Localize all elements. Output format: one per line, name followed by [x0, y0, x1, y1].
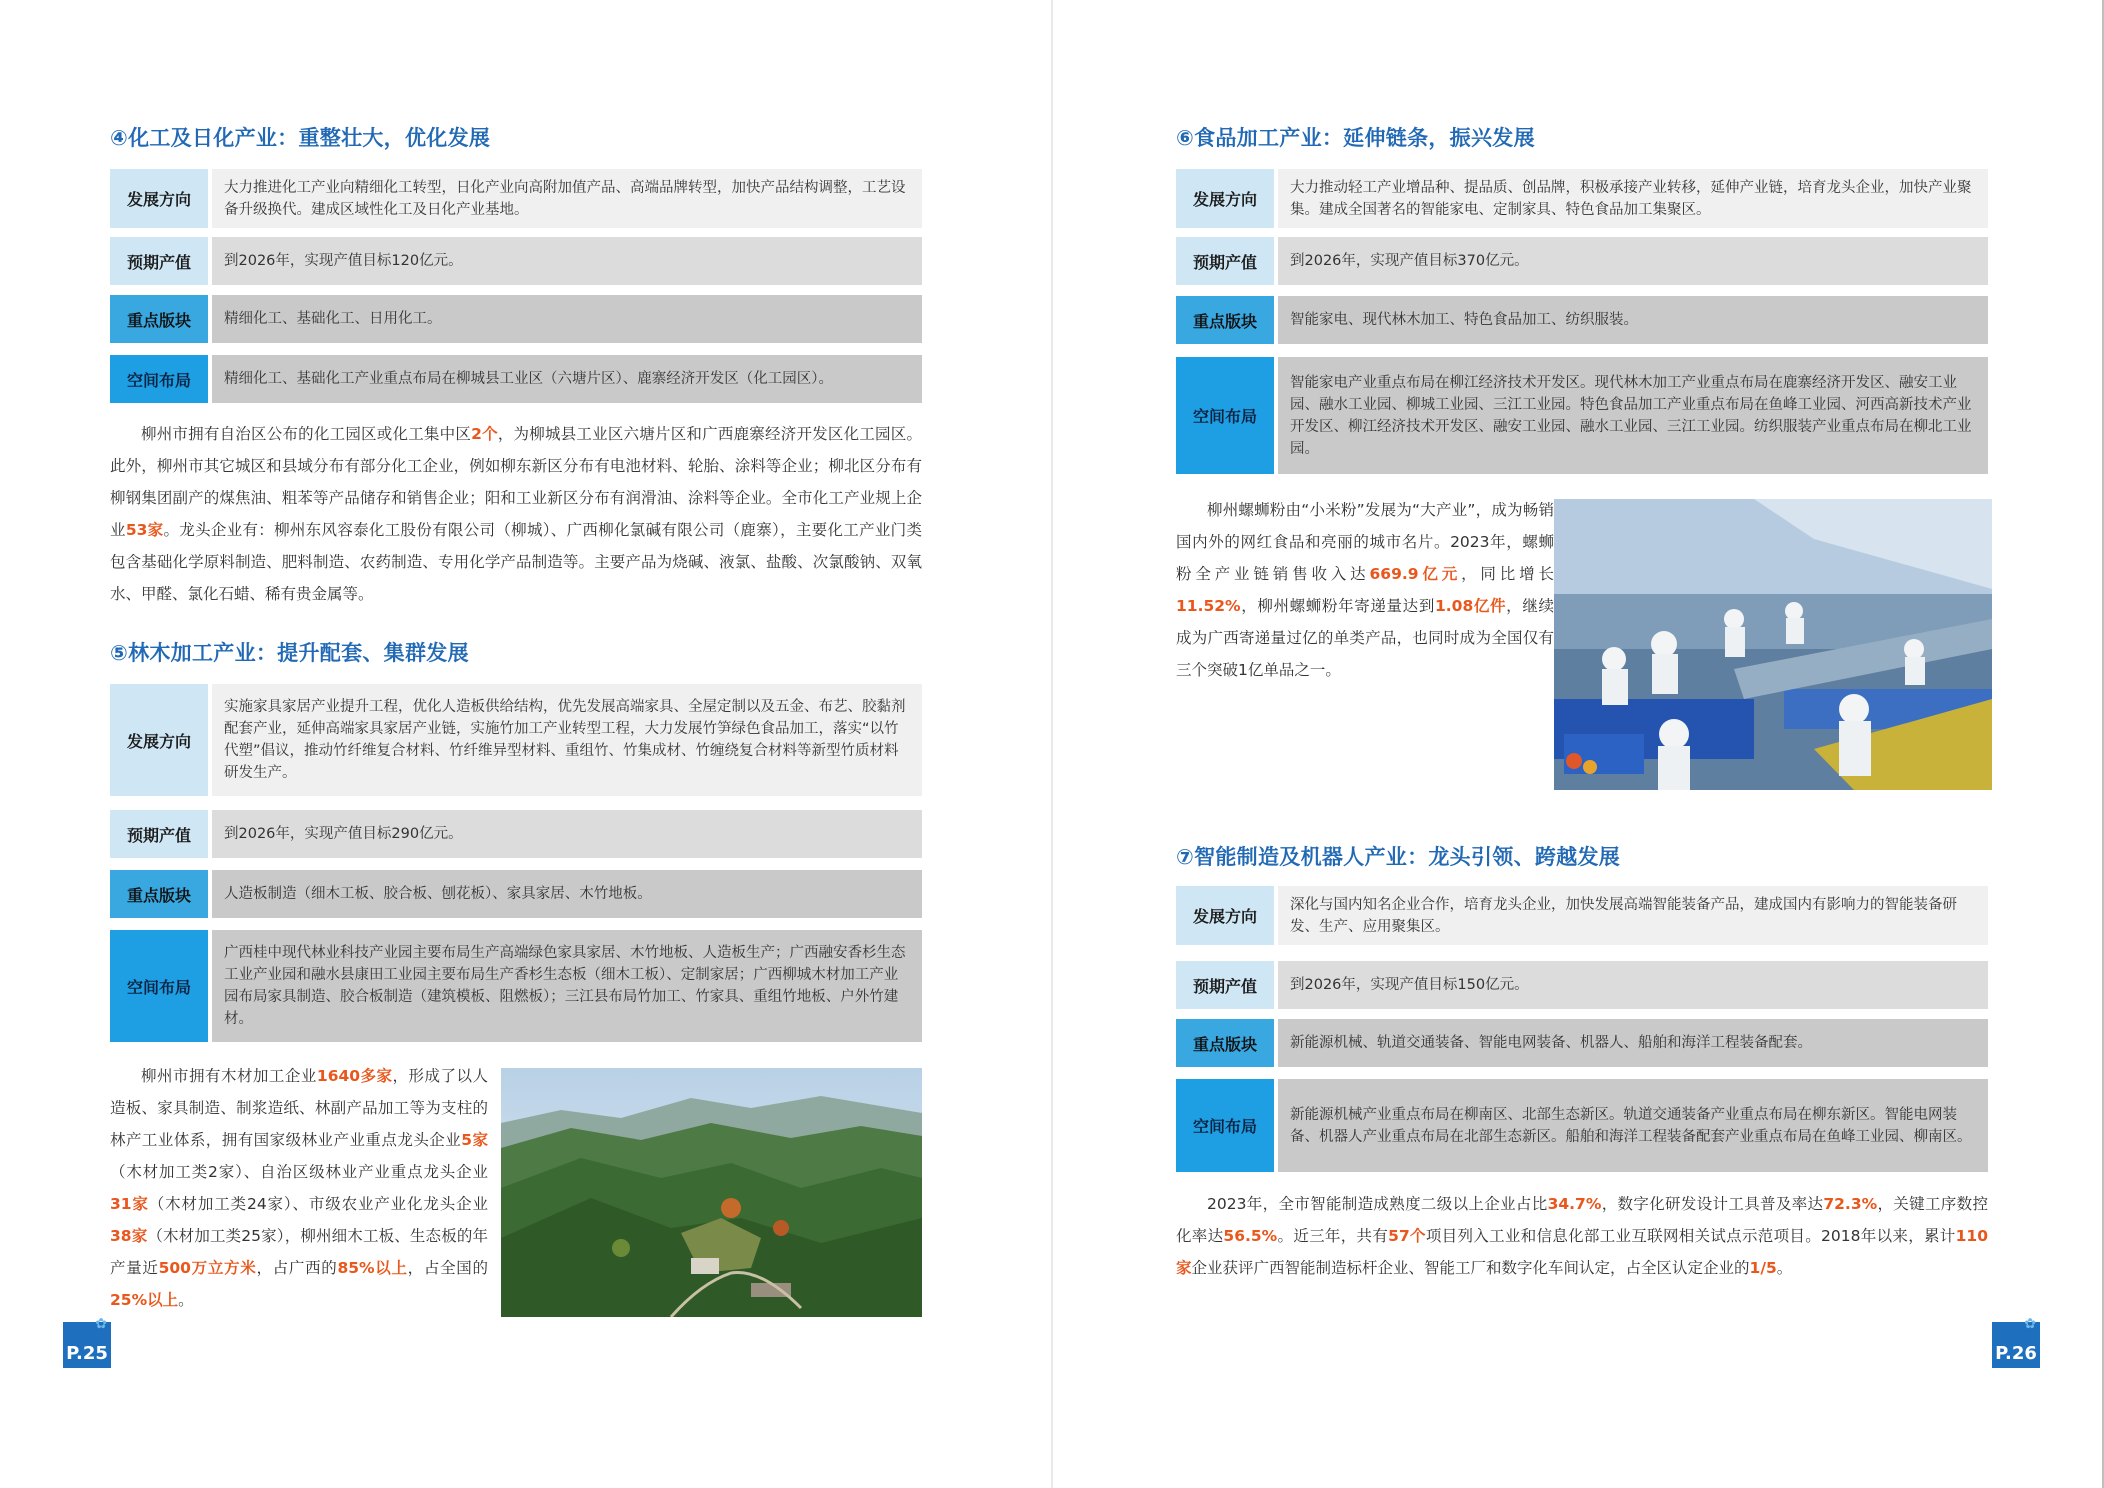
forest-photo — [501, 1068, 922, 1317]
right-page — [1052, 0, 2104, 1488]
section-6-title: ⑥食品加工产业：延伸链条，振兴发展 — [1176, 126, 1535, 150]
row-content: 到2026年，实现产值目标150亿元。 — [1278, 961, 1988, 1009]
flower-icon: ✿ — [2024, 1316, 2036, 1332]
s4-row-output — [110, 237, 922, 285]
row-content: 智能家电产业重点布局在柳江经济技术开发区。现代林木加工产业重点布局在鹿寨经济开发区、融安工业园、融水工业园、柳城工业园、三江工业园。特色食品加工产业重点布局在鱼峰工业园、河西高新技术产业开发区、柳江经济技术开发区、融安工业园、融水工业园、三江工业园。纺织服装产业重点布局在柳北工业园。 — [1278, 357, 1988, 474]
row-label: 预期产值 — [1176, 237, 1274, 285]
s7-row-sectors — [1176, 1019, 1988, 1067]
page-fold — [1051, 0, 1053, 1488]
row-label: 发展方向 — [1176, 886, 1274, 945]
row-content: 大力推动轻工产业增品种、提品质、创品牌，积极承接产业转移，延伸产业链，培育龙头企业，加快产业聚集。建成全国著名的智能家电、定制家具、特色食品加工集聚区。 — [1278, 169, 1988, 228]
row-content: 新能源机械产业重点布局在柳南区、北部生态新区。轨道交通装备产业重点布局在柳东新区。智能电网装备、机器人产业重点布局在北部生态新区。船舶和海洋工程装备配套产业重点布局在鱼峰工业园、柳南区。 — [1278, 1079, 1988, 1172]
flower-icon: ✿ — [95, 1316, 107, 1332]
page-number-text: P.26 — [1995, 1343, 2037, 1364]
s6-row-direction — [1176, 169, 1988, 228]
s6-row-layout — [1176, 357, 1988, 474]
row-label: 预期产值 — [1176, 961, 1274, 1009]
page-number-text: P.25 — [66, 1343, 108, 1364]
row-content: 大力推进化工产业向精细化工转型，日化产业向高附加值产品、高端品牌转型，加快产品结构调整，工艺设备升级换代。建成区域性化工及日化产业基地。 — [212, 169, 922, 228]
row-label: 发展方向 — [110, 169, 208, 228]
factory-photo — [1554, 499, 1992, 790]
s5-paragraph: 柳州市拥有木材加工企业1640多家，形成了以人造板、家具制造、制浆造纸、林副产品加工等为支柱的林产工业体系，拥有国家级林业产业重点龙头企业5家（木材加工类2家）、自治区级林业产业重点龙头企业31家（木材加工类24家）、市级农业产业化龙头企业38家（木材加工类25家），柳州细木工板、生态板的年产量近500万立方米，占广西的85%以上，占全国的25%以上。 — [110, 1067, 488, 1309]
s7-row-output — [1176, 961, 1988, 1009]
s7-paragraph: 2023年，全市智能制造成熟度二级以上企业占比34.7%，数字化研发设计工具普及率达72.3%，关键工序数控化率达56.5%。近三年，共有57个项目列入工业和信息化部工业互联网相关试点示范项目。2018年以来，累计110家企业获评广西智能制造标杆企业、智能工厂和数字化车间认定，占全区认定企业的1/5。 — [1176, 1195, 1988, 1277]
s5-row-output — [110, 810, 922, 858]
row-content: 实施家具家居产业提升工程，优化人造板供给结构，优先发展高端家具、全屋定制以及五金、布艺、胶黏剂配套产业，延伸高端家具家居产业链，实施竹加工产业转型工程，大力发展竹笋绿色食品加工，落实“以竹代塑”倡议，推动竹纤维复合材料、竹纤维异型材料、重组竹、竹集成材、竹缠绕复合材料等新型竹质材料研发生产。 — [212, 684, 922, 796]
section-7-title: ⑦智能制造及机器人产业：龙头引领、跨越发展 — [1176, 845, 1621, 869]
row-content: 到2026年，实现产值目标290亿元。 — [212, 810, 922, 858]
row-content: 广西桂中现代林业科技产业园主要布局生产高端绿色家具家居、木竹地板、人造板生产；广西融安香杉生态工业产业园和融水县康田工业园主要布局生产香杉生态板（细木工板）、定制家居；广西柳城木材加工产业园布局家具制造、胶合板制造（建筑模板、阻燃板）；三江县布局竹加工、竹家具、重组竹地板、户外竹建材。 — [212, 930, 922, 1042]
s4-row-sectors — [110, 295, 922, 343]
row-content: 智能家电、现代林木加工、特色食品加工、纺织服装。 — [1278, 296, 1988, 344]
row-label: 空间布局 — [1176, 1079, 1274, 1172]
row-content: 精细化工、基础化工产业重点布局在柳城县工业区（六塘片区）、鹿寨经济开发区（化工园区）。 — [212, 355, 922, 403]
s6-row-sectors — [1176, 296, 1988, 344]
page-number-right — [1992, 1316, 2040, 1368]
page-number-left — [63, 1316, 111, 1368]
s6-row-output — [1176, 237, 1988, 285]
s5-row-layout — [110, 930, 922, 1042]
section-5-title: ⑤林木加工产业：提升配套、集群发展 — [110, 641, 469, 665]
row-label: 重点版块 — [1176, 296, 1274, 344]
row-label: 预期产值 — [110, 237, 208, 285]
s7-row-layout — [1176, 1079, 1988, 1172]
s5-row-direction — [110, 684, 922, 796]
row-label: 重点版块 — [110, 295, 208, 343]
row-label: 预期产值 — [110, 810, 208, 858]
row-label: 空间布局 — [110, 355, 208, 403]
row-content: 到2026年，实现产值目标120亿元。 — [212, 237, 922, 285]
row-content: 新能源机械、轨道交通装备、智能电网装备、机器人、船舶和海洋工程装备配套。 — [1278, 1019, 1988, 1067]
row-content: 人造板制造（细木工板、胶合板、刨花板）、家具家居、木竹地板。 — [212, 870, 922, 918]
section-4-title: ④化工及日化产业：重整壮大，优化发展 — [110, 126, 491, 150]
row-content: 精细化工、基础化工、日用化工。 — [212, 295, 922, 343]
row-label: 发展方向 — [110, 684, 208, 796]
s4-row-layout — [110, 355, 922, 403]
s7-row-direction — [1176, 886, 1988, 945]
row-label: 重点版块 — [110, 870, 208, 918]
s6-paragraph: 柳州螺蛳粉由“小米粉”发展为“大产业”，成为畅销国内外的网红食品和亮丽的城市名片。2023年，螺蛳粉全产业链销售收入达669.9亿元，同比增长11.52%，柳州螺蛳粉年寄递量达到1.08亿件，继续成为广西寄递量过亿的单类产品，也同时成为全国仅有三个突破1亿单品之一。 — [1176, 501, 1554, 679]
row-label: 空间布局 — [1176, 357, 1274, 474]
row-content: 到2026年，实现产值目标370亿元。 — [1278, 237, 1988, 285]
s4-row-direction — [110, 169, 922, 228]
row-label: 重点版块 — [1176, 1019, 1274, 1067]
s4-paragraph: 柳州市拥有自治区公布的化工园区或化工集中区2个，为柳城县工业区六塘片区和广西鹿寨经济开发区化工园区。此外，柳州市其它城区和县域分布有部分化工企业，例如柳东新区分布有电池材料、轮胎、涂料等企业；柳北区分布有柳钢集团副产的煤焦油、粗苯等产品储存和销售企业；阳和工业新区分布有润滑油、涂料等企业。全市化工产业规上企业53家。龙头企业有：柳州东风容泰化工股份有限公司（柳城）、广西柳化氯碱有限公司（鹿寨），主要化工产业门类包含基础化学原料制造、肥料制造、农药制造、专用化学产品制造等。主要产品为烧碱、液氯、盐酸、次氯酸钠、双氧水、甲醛、氯化石蜡、稀有贵金属等。 — [110, 425, 922, 603]
row-label: 空间布局 — [110, 930, 208, 1042]
row-label: 发展方向 — [1176, 169, 1274, 228]
row-content: 深化与国内知名企业合作，培育龙头企业，加快发展高端智能装备产品，建成国内有影响力的智能装备研发、生产、应用聚集区。 — [1278, 886, 1988, 945]
s5-row-sectors — [110, 870, 922, 918]
